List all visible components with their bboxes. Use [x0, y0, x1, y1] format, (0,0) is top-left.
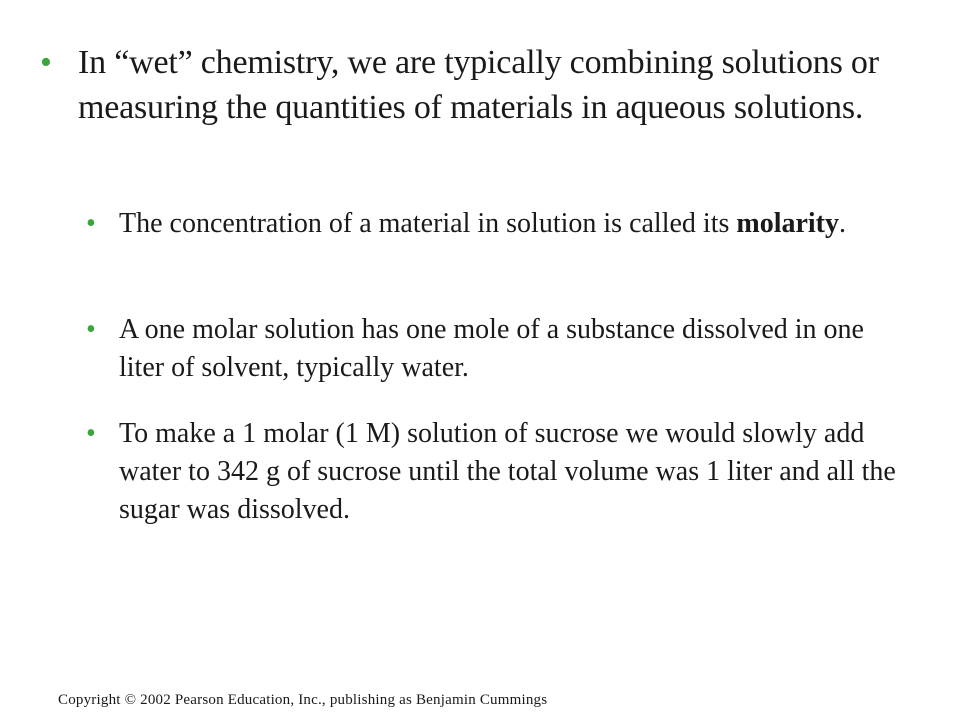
- bullet-marker: •: [86, 208, 96, 239]
- main-bullet-item: [40, 40, 920, 130]
- bullet-marker: •: [86, 418, 96, 449]
- sub-bullet-text-lead: The concentration of a material in solution is called its: [119, 208, 737, 239]
- sub-bullet-text: A one molar solution has one mole of a substance dissolved in one liter of solvent, typically water.: [119, 314, 864, 383]
- main-bullet-text: In “wet” chemistry, we are typically combining solutions or measuring the quantities of materials in aqueous solutions.: [78, 44, 879, 126]
- bullet-marker: •: [40, 44, 52, 81]
- sub-bullet-sucrose: [86, 415, 906, 529]
- sub-bullet-text: [119, 205, 846, 243]
- sub-bullet-text-end: .: [839, 208, 847, 239]
- sub-bullet-one-molar: [86, 311, 906, 387]
- sub-bullet-text: To make a 1 molar (1 M) solution of sucrose we would slowly add water to 342 g of sucrose until the total volume was 1 liter and all the sugar was dissolved.: [119, 418, 896, 525]
- bullet-marker: •: [86, 314, 96, 345]
- sub-bullet-molarity: [86, 205, 906, 243]
- copyright-footer: Copyright © 2002 Pearson Education, Inc., publishing as Benjamin Cummings: [58, 692, 548, 708]
- molarity-term: molarity: [736, 208, 840, 239]
